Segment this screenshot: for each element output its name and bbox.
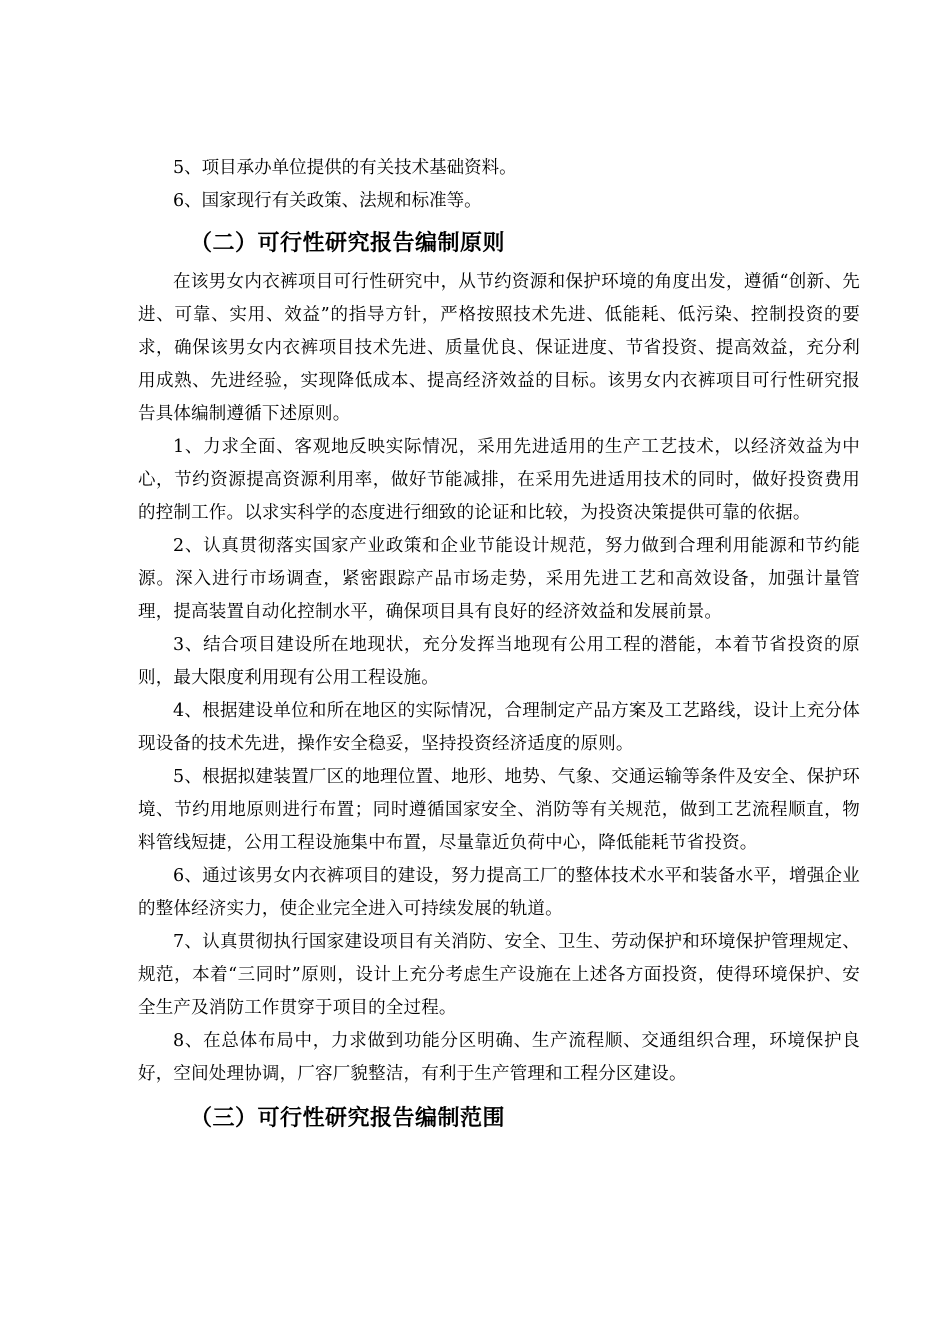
list-item-basis-5: 5、项目承办单位提供的有关技术基础资料。 [173, 158, 517, 178]
principle-item-1: 1、力求全面、客观地反映实际情况，采用先进适用的生产工艺技术，以经济效益为中心，节约资源提高资源利用率，做好节能减排，在采用先进适用技术的同时，做好投资费用的控制工作。以求实科学的态度进行细致的论证和比较，为投资决策提供可靠的依据。 [138, 437, 860, 523]
principle-item-7: 7、认真贯彻执行国家建设项目有关消防、安全、卫生、劳动保护和环境保护管理规定、规范，本着“三同时”原则，设计上充分考虑生产设施在上述各方面投资，使得环境保护、安全生产及消防工作贯穿于项目的全过程。 [138, 932, 860, 1018]
section-heading-principles: （二）可行性研究报告编制原则 [190, 231, 506, 256]
principle-item-4: 4、根据建设单位和所在地区的实际情况，合理制定产品方案及工艺路线，设计上充分体现设备的技术先进，操作安全稳妥，坚持投资经济适度的原则。 [138, 701, 860, 754]
intro-paragraph: 在该男女内衣裤项目可行性研究中，从节约资源和保护环境的角度出发，遵循“创新、先进、可靠、实用、效益”的指导方针，严格按照技术先进、低能耗、低污染、控制投资的要求，确保该男女内衣裤项目技术先进、质量优良、保证进度、节省投资、提高效益，充分利用成熟、先进经验，实现降低成本、提高经济效益的目标。该男女内衣裤项目可行性研究报告具体编制遵循下述原则。 [138, 272, 860, 424]
principle-item-5: 5、根据拟建装置厂区的地理位置、地形、地势、气象、交通运输等条件及安全、保护环境、节约用地原则进行布置；同时遵循国家安全、消防等有关规范，做到工艺流程顺直，物料管线短捷，公用工程设施集中布置，尽量靠近负荷中心，降低能耗节省投资。 [138, 767, 860, 853]
document-body [138, 152, 860, 1141]
list-item-basis-6: 6、国家现行有关政策、法规和标准等。 [173, 191, 482, 211]
principle-item-3: 3、结合项目建设所在地现状，充分发挥当地现有公用工程的潜能，本着节省投资的原则，最大限度利用现有公用工程设施。 [138, 635, 860, 688]
section-heading-scope: （三）可行性研究报告编制范围 [190, 1106, 506, 1131]
principle-item-8: 8、在总体布局中，力求做到功能分区明确、生产流程顺、交通组织合理，环境保护良好，空间处理协调，厂容厂貌整洁，有利于生产管理和工程分区建设。 [138, 1031, 860, 1084]
principle-item-2: 2、认真贯彻落实国家产业政策和企业节能设计规范，努力做到合理利用能源和节约能源。深入进行市场调查，紧密跟踪产品市场走势，采用先进工艺和高效设备，加强计量管理，提高装置自动化控制水平，确保项目具有良好的经济效益和发展前景。 [138, 536, 860, 622]
principle-item-6: 6、通过该男女内衣裤项目的建设，努力提高工厂的整体技术水平和装备水平，增强企业的整体经济实力，使企业完全进入可持续发展的轨道。 [138, 866, 860, 919]
